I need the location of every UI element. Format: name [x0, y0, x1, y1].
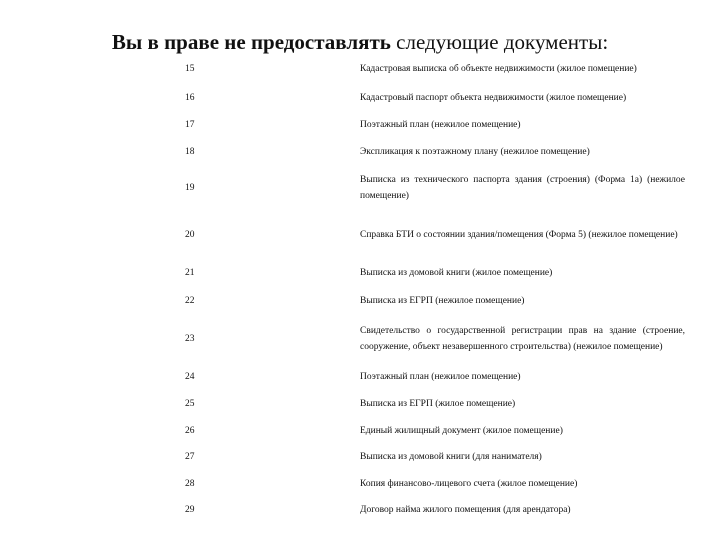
table-row [185, 138, 685, 165]
row-document: Копия финансово-лицевого счета (жилое помещение) [360, 478, 578, 489]
row-number: 21 [185, 267, 195, 278]
row-document: Поэтажный план (нежилое помещение) [360, 371, 521, 382]
table-row [185, 362, 685, 391]
row-number: 27 [185, 452, 195, 462]
row-number: 24 [185, 371, 195, 382]
table-row [185, 315, 685, 362]
row-number: 29 [185, 505, 195, 515]
table-row [185, 111, 685, 138]
table-row [185, 258, 685, 287]
row-document: Единый жилищный документ (жилое помещение) [360, 425, 563, 436]
row-number: 25 [185, 399, 195, 409]
row-number: 26 [185, 425, 195, 436]
documents-table [185, 54, 685, 523]
table-row [185, 444, 685, 470]
row-document: Выписка из домовой книги (для нанимателя) [360, 452, 542, 462]
row-document: Выписка из домовой книги (жилое помещение) [360, 267, 553, 278]
row-number: 28 [185, 478, 195, 489]
row-number: 17 [185, 119, 195, 130]
title-regular-part: следующие документы: [396, 30, 609, 54]
row-document: Справка БТИ о состоянии здания/помещения (Форма 5) (нежилое помещение) [360, 229, 678, 240]
row-document: Выписка из ЕГРП (жилое помещение) [360, 399, 516, 409]
row-document: Поэтажный план (нежилое помещение) [360, 119, 521, 130]
row-number: 16 [185, 92, 195, 103]
table-row [185, 287, 685, 315]
row-document: Кадастровая выписка об объекте недвижимости (жилое помещение) [360, 64, 637, 74]
table-row [185, 54, 685, 84]
table-row [185, 417, 685, 444]
table-row [185, 470, 685, 497]
row-document: Экспликация к поэтажному плану (нежилое помещение) [360, 146, 590, 157]
row-number: 18 [185, 146, 195, 157]
row-number: 22 [185, 296, 195, 306]
row-number: 23 [185, 333, 195, 344]
title-bold-part: Вы в праве не предоставлять [111, 30, 391, 54]
table-row [185, 391, 685, 417]
table-row [185, 84, 685, 111]
row-document: Договор найма жилого помещения (для арендатора) [360, 505, 571, 515]
row-number: 15 [185, 64, 195, 74]
table-row [185, 497, 685, 523]
row-document: Кадастровый паспорт объекта недвижимости (жилое помещение) [360, 92, 627, 103]
table-row [185, 165, 685, 211]
table-row [185, 211, 685, 258]
row-number: 19 [185, 183, 195, 193]
row-document: Выписка из технического паспорта здания (строения) (Форма 1а) (нежилое помещение) [360, 175, 685, 201]
row-document: Выписка из ЕГРП (нежилое помещение) [360, 296, 525, 306]
slide-title [0, 28, 720, 56]
row-number: 20 [185, 229, 195, 240]
row-document: Свидетельство о государственной регистрации прав на здание (строение, сооружение, объект незавершенного строительства) (нежилое помещение) [360, 325, 685, 352]
